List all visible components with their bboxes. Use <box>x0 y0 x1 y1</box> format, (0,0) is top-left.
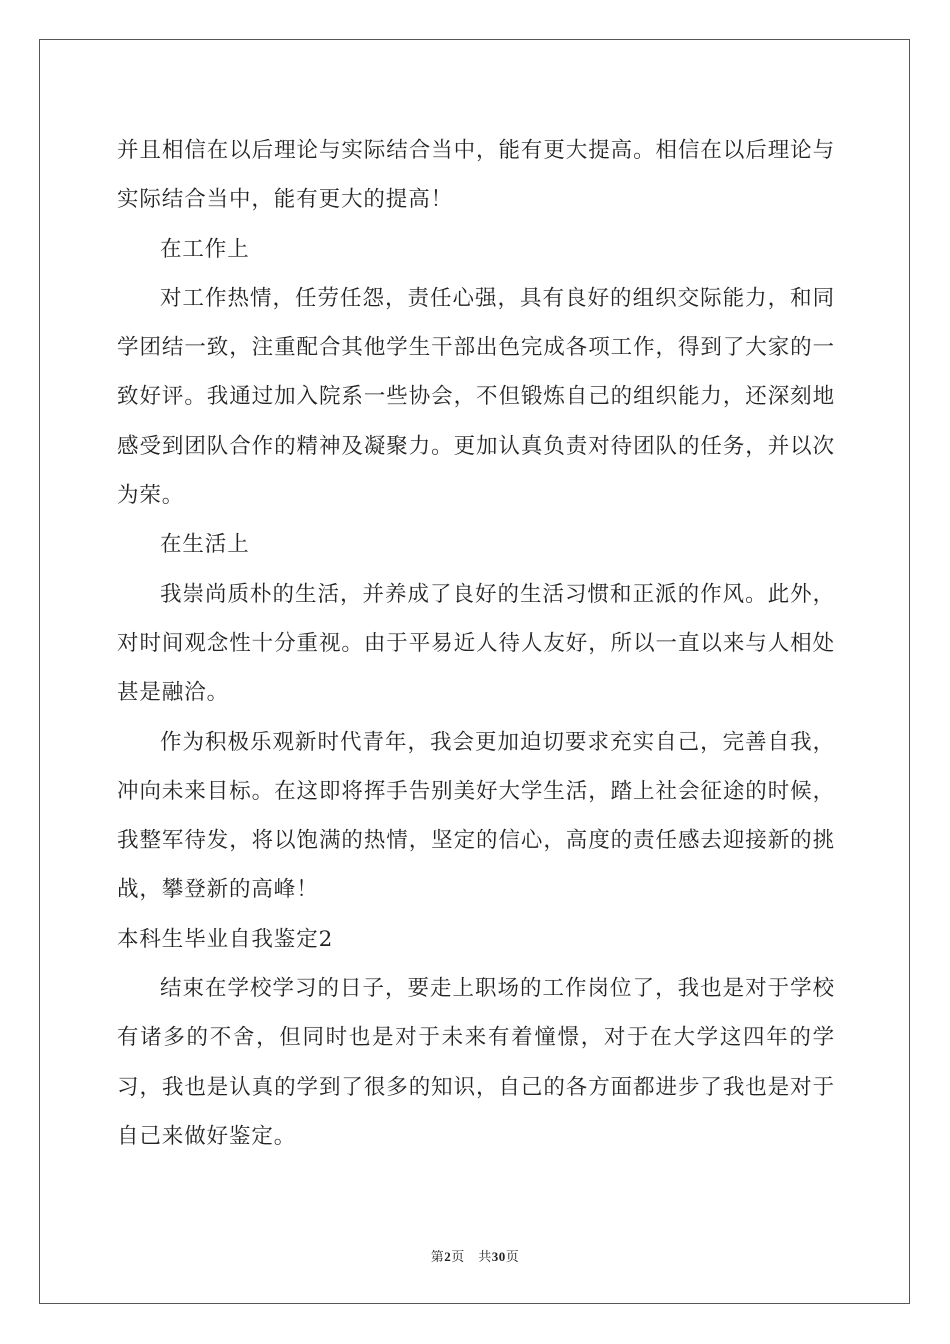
paragraph-conclusion: 作为积极乐观新时代青年，我会更加迫切要求充实自己，完善自我，冲向未来目标。在这即将挥手告别美好大学生活，踏上社会征途的时候，我整军待发，将以饱满的热情，坚定的信心，高度的责任感去迎接新的挑战，攀登新的高峰！ <box>117 729 835 903</box>
footer-middle: 页 共 <box>451 1250 492 1265</box>
footer-suffix: 页 <box>505 1250 520 1265</box>
section-heading-life: 在生活上 <box>160 532 250 558</box>
document-body <box>117 126 835 1161</box>
footer-prefix: 第 <box>430 1250 445 1265</box>
paragraph-intro-2: 结束在学校学习的日子，要走上职场的工作岗位了，我也是对于学校有诸多的不舍，但同时也是对于未来有着憧憬，对于在大学这四年的学习，我也是认真的学到了很多的知识，自己的各方面都进步了我也是对于自己来做好鉴定。 <box>117 976 835 1149</box>
paragraph-life: 我崇尚质朴的生活，并养成了良好的生活习惯和正派的作风。此外，对时间观念性十分重视。由于平易近人待人友好，所以一直以来与人相处甚是融洽。 <box>117 581 835 706</box>
page-number: 2 <box>444 1249 452 1264</box>
paragraph-continuation: 并且相信在以后理论与实际结合当中，能有更大提高。相信在以后理论与实际结合当中，能有更大的提高！ <box>117 138 835 213</box>
paragraph-work: 对工作热情，任劳任怨，责任心强，具有良好的组织交际能力，和同学团结一致，注重配合其他学生干部出色完成各项工作，得到了大家的一致好评。我通过加入院系一些协会，不但锻炼自己的组织能力，还深刻地感受到团队合作的精神及凝聚力。更加认真负责对待团队的任务，并以次为荣。 <box>117 285 835 509</box>
section-heading-work: 在工作上 <box>160 236 250 262</box>
page-footer <box>0 1246 950 1265</box>
document-title-2: 本科生毕业自我鉴定2 <box>117 926 334 952</box>
total-pages: 30 <box>491 1249 506 1264</box>
